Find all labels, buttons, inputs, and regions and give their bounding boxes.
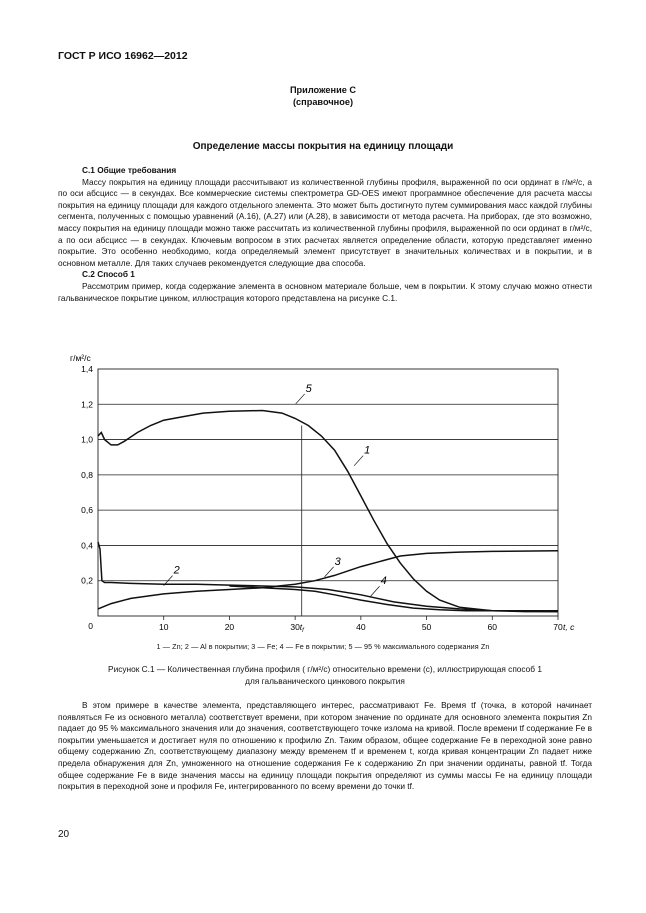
series-curve-4 [229, 586, 558, 611]
x-tick-label: 70 [553, 622, 563, 632]
caption-line-1: Рисунок С.1 — Количественная глубина профиля ( г/м²/с) относительно времени (с), иллюстрирующая способ 1 [108, 664, 542, 674]
x-tick-label: 10 [158, 622, 169, 632]
y-tick-label: 1,2 [81, 399, 93, 410]
series-label-1: 1 [364, 444, 371, 457]
depth-profile-chart [52, 342, 592, 638]
c1-paragraph: Массу покрытия на единицу площади рассчитывают из количественной глубины профиля, выраженной по оси ординат в г/м²/с, а по оси абсцисс — в секундах. Все коммерческие системы спектрометра GD-OES имеют программное обеспечение для расчета массы покрытия на единицу площади для каждого отдельного элемента. Это может быть достигнуто путем суммирования масс каждой глубины сегмента, полученных с помощью уравнений (А.16), (А.27) или (А.28), в зависимости от метода расчета. На приборах, где это возможно, массу покрытия на единицу площади можно также рассчитать из количественной глубины профиля, выраженной по оси ординат в г/м²/с, а по оси абсцисс — в секундах. Ключевым вопросом в этих расчетах является определение области, которую представляет именно покрытие. Это особенно необходимо, когда определяемый элемент присутствует в значительных количествах и в покрытии, и в основном металле. Для таких случаев рекомендуется следующие два способа. [58, 176, 592, 268]
example-section [58, 700, 592, 793]
y-tick-label: 0,8 [81, 469, 93, 480]
chart-legend: 1 — Zn; 2 — Al в покрытии; 3 — Fe; 4 — Fe в покрытии; 5 — 95 % максимального содержания Zn [156, 642, 490, 651]
series-label-3: 3 [334, 555, 341, 568]
series-label-4: 4 [380, 575, 387, 588]
appendix-title: Приложение С [289, 85, 357, 95]
x-tick-label: 60 [487, 622, 498, 632]
page-number: 20 [58, 829, 70, 840]
series-label-5: 5 [305, 382, 312, 395]
c2-paragraph: Рассмотрим пример, когда содержание элемента в основном материале больше, чем в покрытии. К этому случаю можно отнести гальваническое покрытие цинком, иллюстрация которого представлена на рисунке С.1. [58, 280, 592, 303]
x-tick-label: 50 [421, 622, 432, 632]
c1-heading: С.1 Общие требования [82, 165, 177, 175]
series-leader-4 [371, 586, 380, 596]
y-axis-label: г/м²/с [70, 353, 91, 363]
figure-caption [58, 664, 592, 687]
x-tick-label: 40 [356, 622, 366, 632]
series-leader-1 [354, 456, 363, 466]
series-leader-5 [296, 394, 305, 404]
c2-heading: С.2 Способ 1 [82, 269, 135, 280]
y-tick-label: 0,4 [81, 540, 93, 551]
example-paragraph: В этом примере в качестве элемента, представляющего интерес, рассматривают Fe. Время tf (точка, в которой начинает появляться Fe из основного металла) соответствует времени, при котором значение по ординате для основного элемента покрытия Zn падает до 95 % максимального значения или до значения, соответствующего точке излома на кривой. После времени tf содержание Fe в покрытии уменьшается и достигает нуля по отношению к профилю Zn. Таким образом, общее содержание Fe в переходной зоне равно общему содержанию Zn, соответствующему диапазону между временем tf и временем t, когда кривая концентрации Zn падает ниже предела обнаружения для Zn, умноженного на отношение содержания Fe к содержанию Zn при значении ординаты, равной tf. Тогда общее содержание Fe в виде значения массы на единицу площади покрытия определяют из суммы массы Fe на единицу площади покрытия в переходной зоне и профиля Fe, интегрированного по всему времени до точки tf. [58, 700, 592, 792]
caption-line-2: для гальванического цинкового покрытия [245, 675, 405, 686]
y-tick-label: 1,4 [81, 364, 93, 374]
origin-label: 0 [88, 621, 93, 631]
document-header: ГОСТ Р ИСО 16962—2012 [58, 50, 188, 62]
series-label-2: 2 [173, 564, 180, 577]
series-curve-3 [98, 551, 558, 609]
section-title: Определение массы покрытия на единицу площади [192, 141, 454, 152]
plot-frame [98, 369, 558, 616]
x-tick-label: 20 [224, 622, 235, 632]
tf-marker-label: $t_f$ [299, 622, 304, 634]
appendix-type: (справочное) [292, 97, 353, 107]
section-c1 [58, 165, 592, 304]
x-axis-label: t, с [563, 622, 575, 632]
y-tick-label: 0,6 [81, 505, 93, 516]
y-tick-label: 0,2 [81, 575, 93, 586]
x-tick-label: 30 [290, 622, 300, 632]
appendix-heading [0, 84, 646, 108]
y-tick-label: 1,0 [81, 434, 93, 445]
